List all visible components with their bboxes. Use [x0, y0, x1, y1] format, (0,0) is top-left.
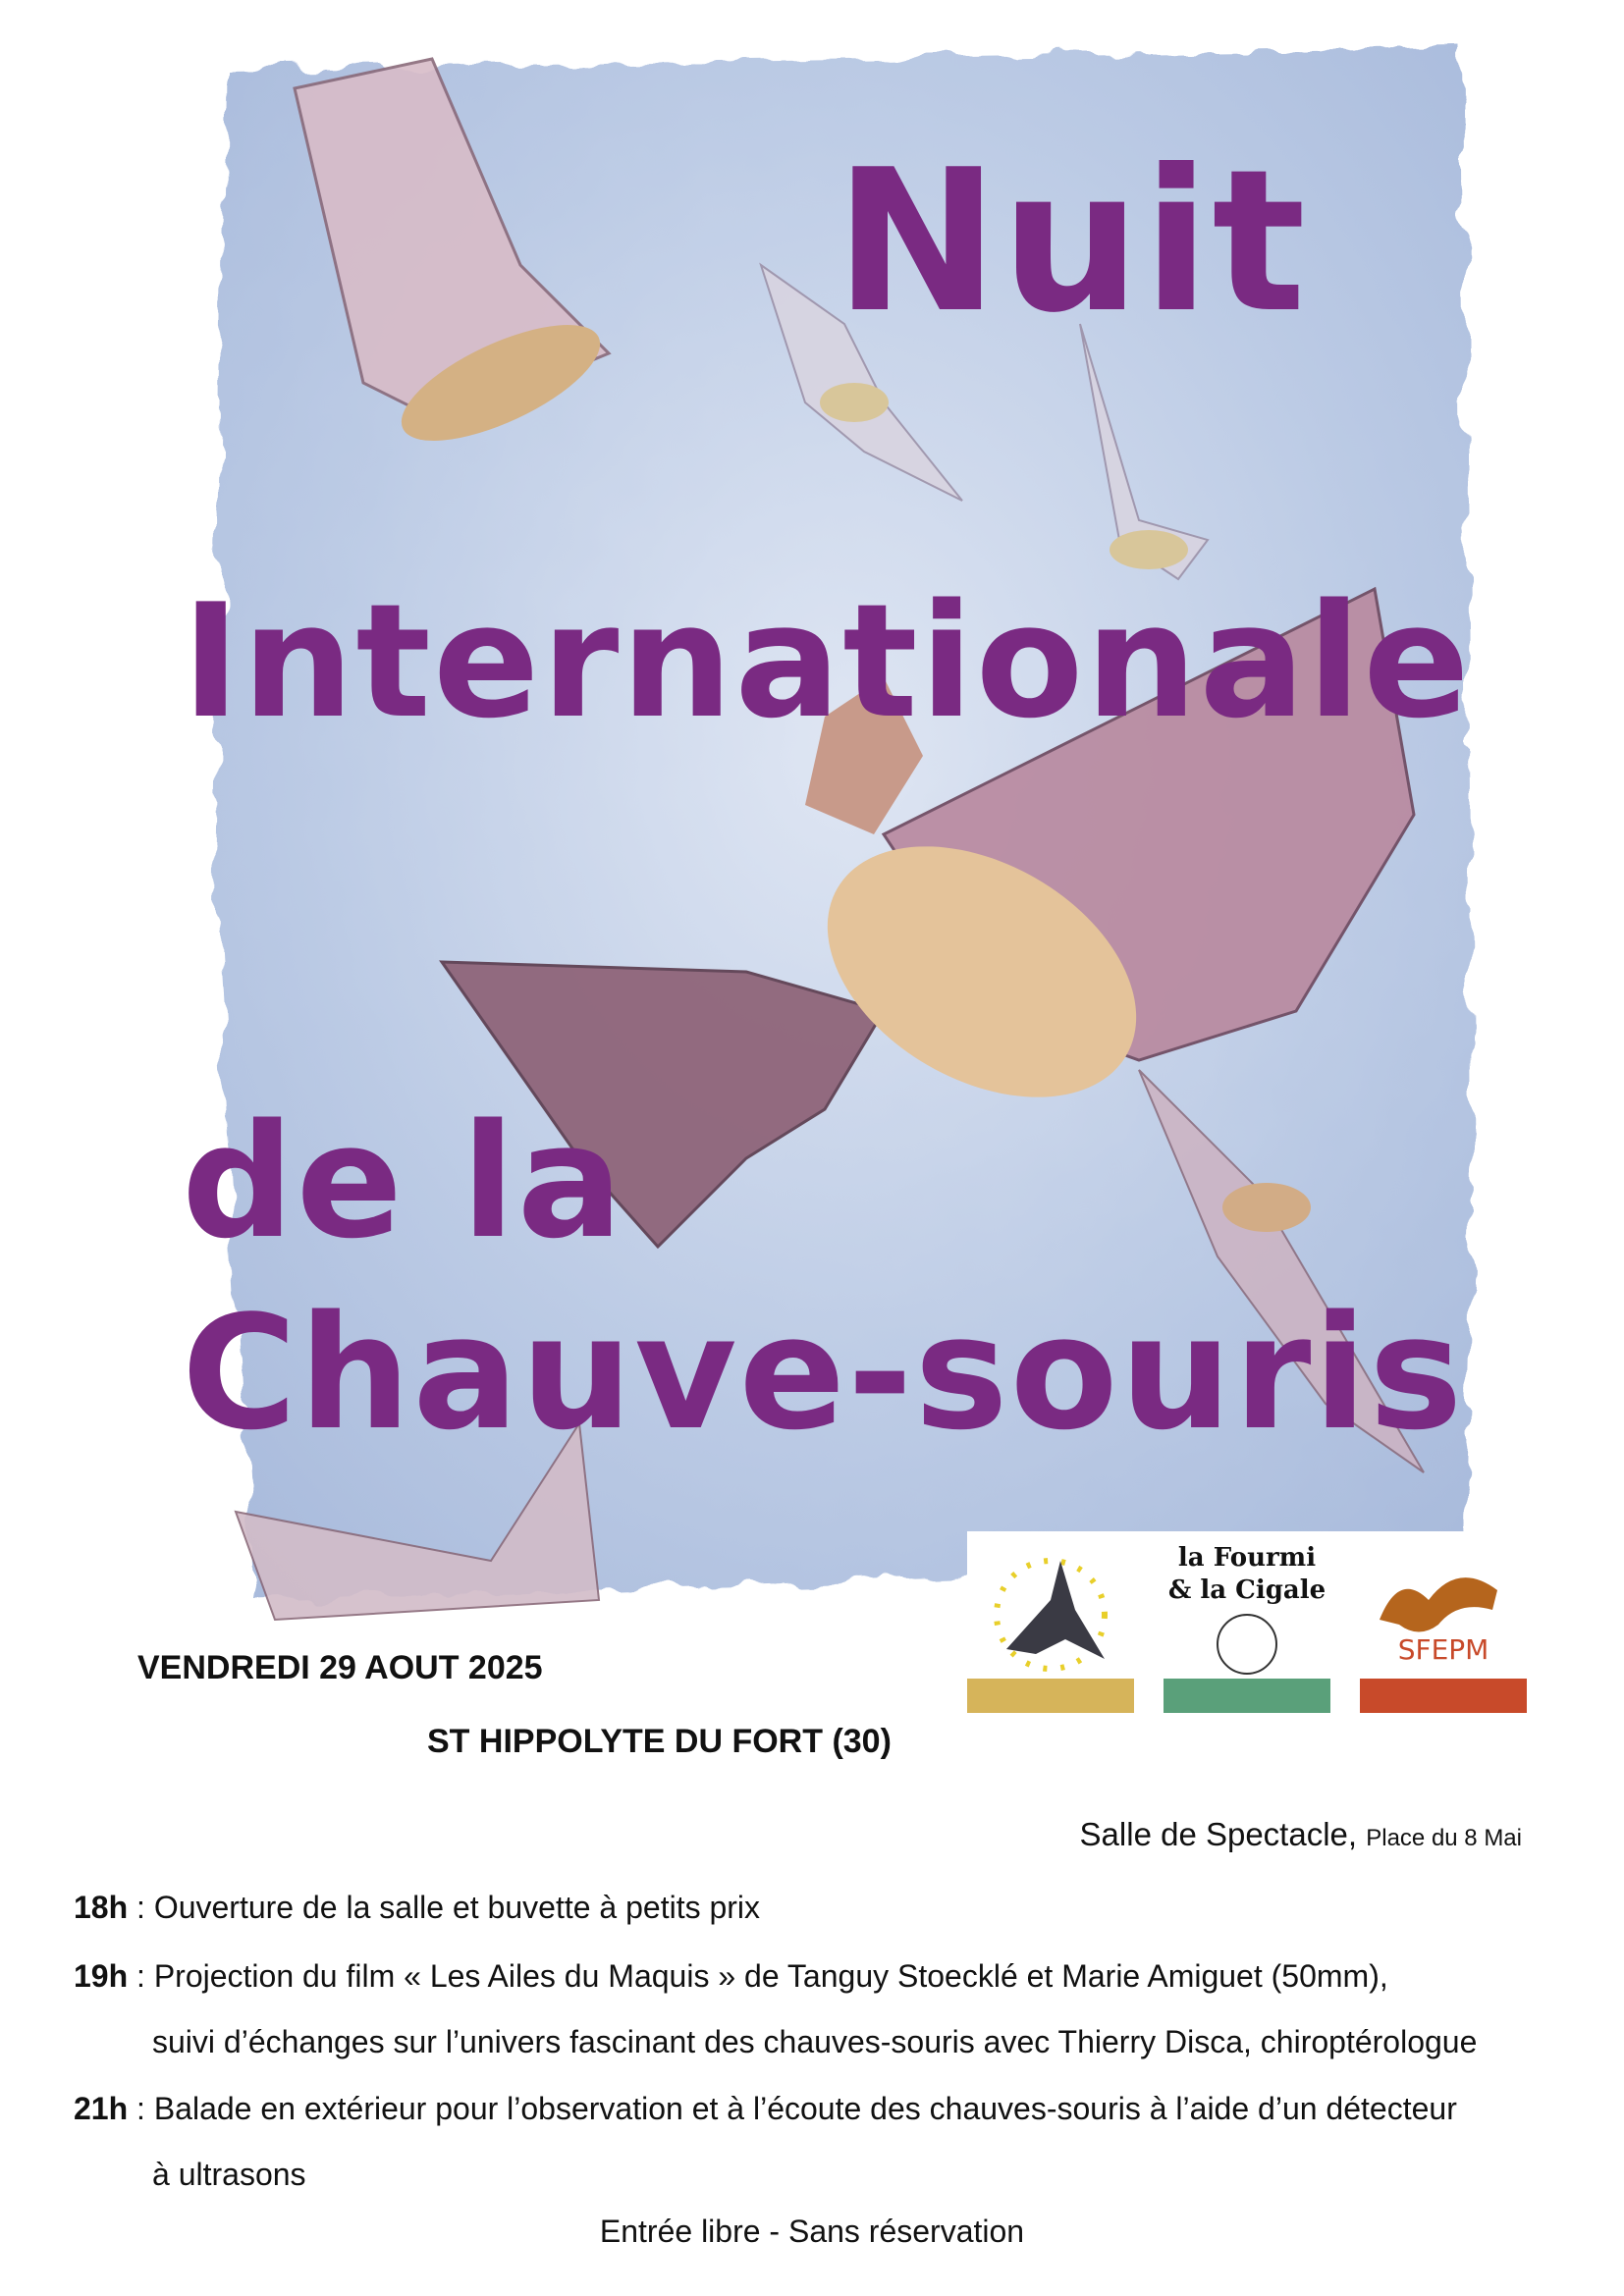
venue-name: Salle de Spectacle, [1079, 1816, 1358, 1852]
program-sep: : [128, 1958, 154, 1994]
program-sep: : [128, 1890, 154, 1925]
program-text: Projection du film « Les Ailes du Maquis » de Tanguy Stoecklé et Marie Amiguet (50mm), [153, 1958, 1388, 1994]
program-time: 21h [74, 2091, 129, 2126]
title-internationale: Internationale [182, 569, 1472, 753]
program-item-continued [152, 2024, 1477, 2060]
title-nuit: Nuit [835, 128, 1308, 356]
program-sep: : [128, 2091, 154, 2126]
title-de-la: de la [182, 1090, 625, 1273]
program-text: suivi d’échanges sur l’univers fascinant des chauves-souris avec Thierry Disca, chiroptérologue [152, 2024, 1478, 2059]
eurobats-logo [967, 1531, 1134, 1713]
program-text: à ultrasons [152, 2157, 306, 2192]
program-item [74, 2091, 1457, 2127]
event-venue [1080, 1816, 1522, 1853]
program-item [74, 1958, 1388, 1995]
entry-info: Entrée libre - Sans réservation [599, 2214, 1025, 2249]
event-town: ST HIPPOLYTE DU FORT (30) [427, 1723, 892, 1760]
fourmi-line1: la Fourmi [1177, 1543, 1317, 1573]
program-time: 19h [74, 1958, 129, 1994]
fourmi-cigale-logo [1164, 1531, 1330, 1713]
sfepm-text: SFEPM [1397, 1633, 1489, 1666]
partner-logos [967, 1531, 1537, 1713]
fourmi-line2: & la Cigale [1167, 1575, 1326, 1605]
program-text: Ouverture de la salle et buvette à petits prix [153, 1890, 761, 1925]
event-date: VENDREDI 29 AOUT 2025 [137, 1649, 543, 1686]
program-item [74, 1890, 760, 1926]
program-time: 18h [74, 1890, 129, 1925]
title-chauve-souris: Chauve-souris [182, 1281, 1465, 1465]
venue-address: Place du 8 Mai [1366, 1825, 1522, 1851]
program-text: Balade en extérieur pour l’observation et à l’écoute des chauves-souris à l’aide d’un détecteur [153, 2091, 1457, 2126]
sfepm-logo [1360, 1531, 1527, 1713]
program-item-continued [152, 2157, 306, 2193]
